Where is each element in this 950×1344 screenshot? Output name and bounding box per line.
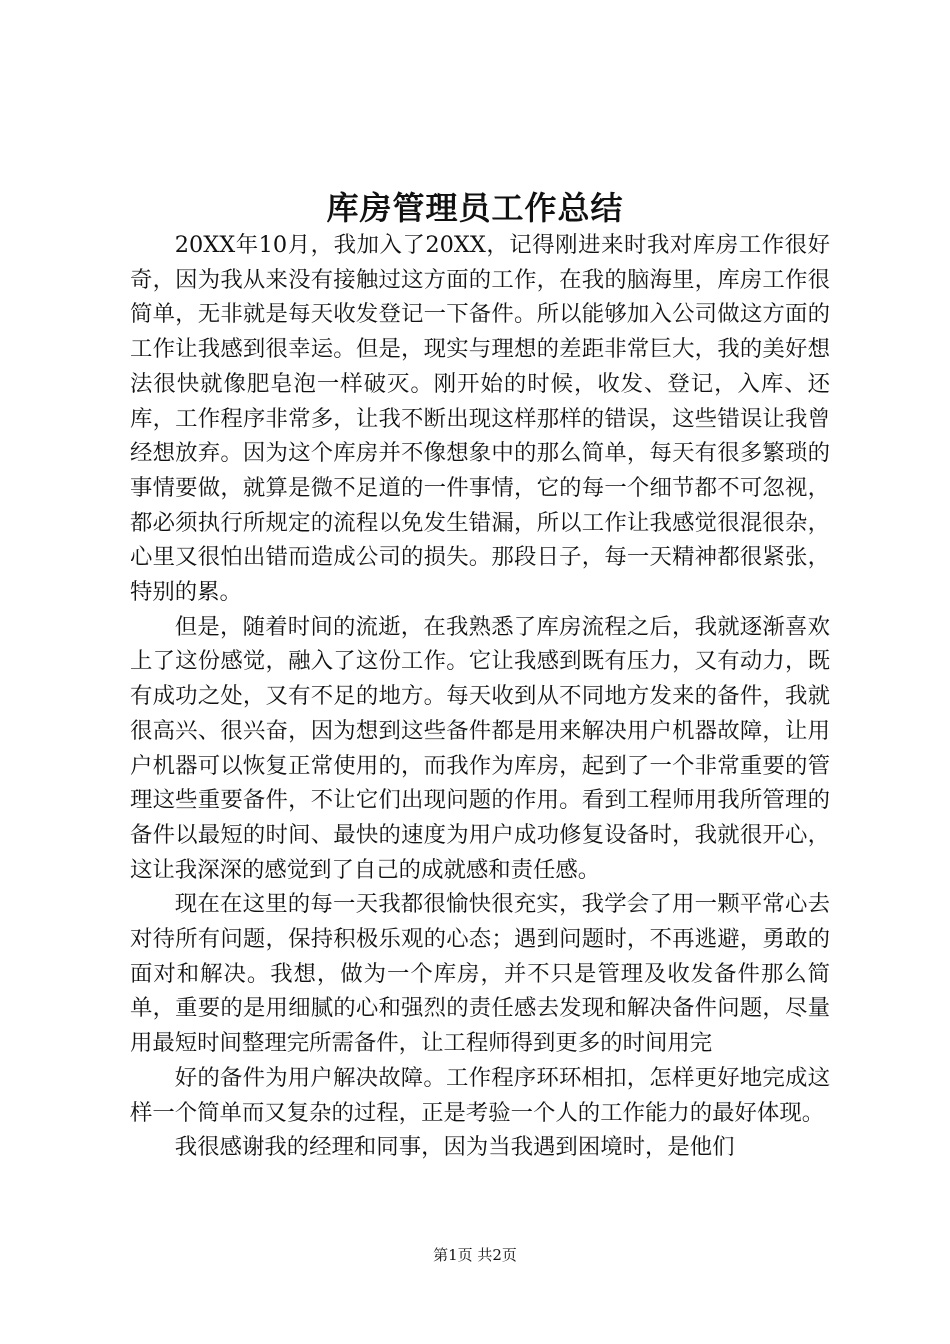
page-footer: 第1页 共2页 <box>433 1246 517 1264</box>
paragraph-2: 但是，随着时间的流逝，在我熟悉了库房流程之后，我就逐渐喜欢上了这份感觉，融入了这份工作。它让我感到既有压力，又有动力，既有成功之处，又有不足的地方。每天收到从不同地方发来的备件，我就很高兴、很兴奋，因为想到这些备件都是用来解决用户机器故障，让用户机器可以恢复正常使用的，而我作为库房，起到了一个非常重要的管理这些重要备件，不让它们出现问题的作用。看到工程师用我所管理的备件以最短的时间、最快的速度为用户成功修复设备时，我就很开心，这让我深深的感觉到了自己的成就感和责任感。 <box>130 613 830 883</box>
paragraph-1: 20XX年10月，我加入了20XX，记得刚进来时我对库房工作很好奇，因为我从来没有接触过这方面的工作，在我的脑海里，库房工作很简单，无非就是每天收发登记一下备件。所以能够加入公司做这方面的工作让我感到很幸运。但是，现实与理想的差距非常巨大，我的美好想法很快就像肥皂泡一样破灭。刚开始的时候，收发、登记，入库、还库，工作程序非常多，让我不断出现这样那样的错误，这些错误让我曾经想放弃。因为这个库房并不像想象中的那么简单，每天有很多繁琐的事情要做，就算是微不足道的一件事情，它的每一个细节都不可忽视，都必须执行所规定的流程以免发生错漏，所以工作让我感觉很混很杂，心里又很怕出错而造成公司的损失。那段日子，每一天精神都很紧张，特别的累。 <box>130 232 830 606</box>
paragraph-3: 现在在这里的每一天我都很愉快很充实，我学会了用一颗平常心去对待所有问题，保持积极乐观的心态；遇到问题时，不再逃避，勇敢的面对和解决。我想，做为一个库房，并不只是管理及收发备件那么简单，重要的是用细腻的心和强烈的责任感去发现和解决备件问题，尽量用最短时间整理完所需备件，让工程师得到更多的时间用完 <box>130 891 830 1057</box>
paragraph-4: 好的备件为用户解决故障。工作程序环环相扣，怎样更好地完成这样一个简单而又复杂的过程，正是考验一个人的工作能力的最好体现。 <box>130 1064 830 1126</box>
document-title: 库房管理员工作总结 <box>326 189 624 227</box>
paragraph-5: 我很感谢我的经理和同事，因为当我遇到困境时，是他们 <box>174 1134 735 1161</box>
document-body <box>130 228 830 1165</box>
